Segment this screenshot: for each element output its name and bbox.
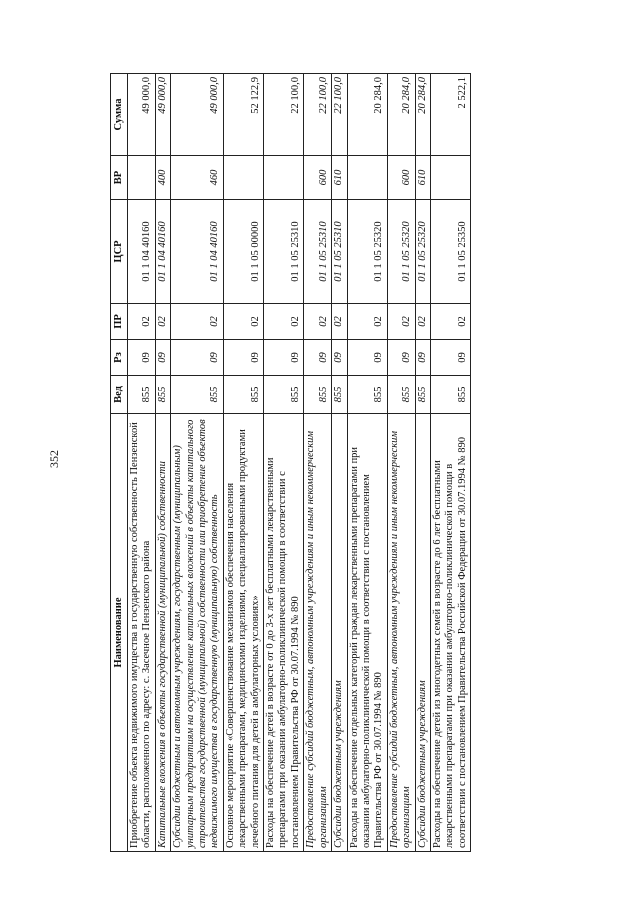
- cell-sum: 49 000,0: [171, 74, 224, 156]
- cell-vr: 600: [304, 156, 332, 200]
- table-row: [430, 74, 470, 852]
- cell-pr: 02: [304, 304, 332, 340]
- cell-rz: 09: [223, 340, 263, 376]
- cell-csr: 01 1 05 25310: [264, 200, 304, 304]
- cell-pr: 02: [415, 304, 430, 340]
- cell-vr: 460: [171, 156, 224, 200]
- cell-rz: 09: [347, 340, 387, 376]
- cell-ved: 855: [264, 376, 304, 414]
- cell-vr: 610: [415, 156, 430, 200]
- header-rz: Рз: [111, 340, 128, 376]
- cell-vr: [264, 156, 304, 200]
- table-row: [304, 74, 332, 852]
- cell-sum: 49 000,0: [155, 74, 170, 156]
- cell-csr: 01 1 05 00000: [223, 200, 263, 304]
- cell-pr: 02: [128, 304, 156, 340]
- cell-sum: 49 000,0: [128, 74, 156, 156]
- cell-pr: 02: [171, 304, 224, 340]
- cell-pr: 02: [223, 304, 263, 340]
- table-row: [128, 74, 156, 852]
- cell-name: Расходы на обеспечение детей в возрасте от 0 до 3-х лет бесплатными лекарственными препаратами при оказании амбулаторно-поликлинической помощи в соответствии с постановлением Правительства РФ от 30.07.1994 № 890: [264, 414, 304, 852]
- table-row: [332, 74, 347, 852]
- cell-name: Предоставление субсидий бюджетным, автономным учреждениям и иным некоммерческим организациям: [304, 414, 332, 852]
- header-pr: ПР: [111, 304, 128, 340]
- table-row: [387, 74, 415, 852]
- cell-ved: 855: [347, 376, 387, 414]
- cell-name: Расходы на обеспечение отдельных категорий граждан лекарственными препаратами при оказании амбулаторно-поликлинической помощи в соответствии с постановлением Правительства РФ от 30.07.1994 № 890: [347, 414, 387, 852]
- cell-sum: 2 522,1: [430, 74, 470, 156]
- cell-sum: 22 100,0: [332, 74, 347, 156]
- table-row: [264, 74, 304, 852]
- cell-sum: 20 284,0: [347, 74, 387, 156]
- table-row: [347, 74, 387, 852]
- cell-csr: 01 1 05 25310: [332, 200, 347, 304]
- cell-ved: 855: [155, 376, 170, 414]
- cell-rz: 09: [415, 340, 430, 376]
- cell-pr: 02: [387, 304, 415, 340]
- table-header-row: [111, 74, 128, 852]
- page-number: 352: [47, 450, 61, 468]
- table-row: [415, 74, 430, 852]
- cell-ved: 855: [415, 376, 430, 414]
- cell-pr: 02: [155, 304, 170, 340]
- cell-vr: 400: [155, 156, 170, 200]
- cell-name: Капитальные вложения в объекты государственной (муниципальной) собственности: [155, 414, 170, 852]
- cell-ved: 855: [171, 376, 224, 414]
- cell-csr: 01 1 05 25320: [387, 200, 415, 304]
- cell-vr: [223, 156, 263, 200]
- cell-rz: 09: [387, 340, 415, 376]
- cell-ved: 855: [128, 376, 156, 414]
- cell-pr: 02: [347, 304, 387, 340]
- cell-name: Предоставление субсидий бюджетным, автономным учреждениям и иным некоммерческим организациям: [387, 414, 415, 852]
- cell-rz: 09: [171, 340, 224, 376]
- cell-name: Расходы на обеспечение детей из многодетных семей в возрасте до 6 лет бесплатными лекарственными препаратами при оказании амбулаторно-поликлинической помощи в соответствии с постановлением Правительства Российской Федерации от 30.07.1994 № 890: [430, 414, 470, 852]
- cell-csr: 01 1 05 25310: [304, 200, 332, 304]
- cell-rz: 09: [430, 340, 470, 376]
- cell-vr: [430, 156, 470, 200]
- cell-csr: 01 1 05 25320: [347, 200, 387, 304]
- header-vr: ВР: [111, 156, 128, 200]
- table-row: [223, 74, 263, 852]
- cell-pr: 02: [332, 304, 347, 340]
- cell-sum: 20 284,0: [415, 74, 430, 156]
- cell-ved: 855: [223, 376, 263, 414]
- cell-name: Субсидии бюджетным учреждениям: [332, 414, 347, 852]
- header-name: Наименование: [111, 414, 128, 852]
- cell-name: Субсидии бюджетным учреждениям: [415, 414, 430, 852]
- cell-vr: [128, 156, 156, 200]
- cell-vr: 600: [387, 156, 415, 200]
- cell-ved: 855: [332, 376, 347, 414]
- cell-pr: 02: [264, 304, 304, 340]
- cell-pr: 02: [430, 304, 470, 340]
- table-body: [128, 74, 471, 852]
- cell-vr: [347, 156, 387, 200]
- cell-ved: 855: [387, 376, 415, 414]
- cell-rz: 09: [332, 340, 347, 376]
- cell-csr: 01 1 04 40160: [155, 200, 170, 304]
- cell-ved: 855: [430, 376, 470, 414]
- cell-name: Основное мероприятие «Совершенствование механизмов обеспечения населения лекарственными препаратами, медицинскими изделиями, специализированными продуктами лечебного питания для детей в амбулаторных условиях»: [223, 414, 263, 852]
- cell-csr: 01 1 04 40160: [171, 200, 224, 304]
- cell-rz: 09: [264, 340, 304, 376]
- cell-ved: 855: [304, 376, 332, 414]
- cell-vr: 610: [332, 156, 347, 200]
- cell-rz: 09: [128, 340, 156, 376]
- cell-sum: 52 122,9: [223, 74, 263, 156]
- cell-rz: 09: [155, 340, 170, 376]
- cell-sum: 22 100,0: [264, 74, 304, 156]
- header-csr: ЦСР: [111, 200, 128, 304]
- rotated-page-content: [110, 74, 590, 852]
- table-row: [171, 74, 224, 852]
- header-sum: Сумма: [111, 74, 128, 156]
- cell-sum: 20 284,0: [387, 74, 415, 156]
- cell-name: Субсидии бюджетным и автономным учреждениям, государственным (муниципальным) унитарным предприятиям на осуществление капитальных вложений в объекты капитального строительства государственной (муниципальной) собственности или приобретение объектов недвижимого имущества в государственную (муниципальную) собственность: [171, 414, 224, 852]
- header-ved: Вед: [111, 376, 128, 414]
- cell-csr: 01 1 05 25350: [430, 200, 470, 304]
- table-row: [155, 74, 170, 852]
- budget-table: [110, 73, 471, 852]
- cell-name: Приобретение объекта недвижимого имущества в государственную собственность Пензенской области, расположенного по адресу: с. Засечное Пензенского района: [128, 414, 156, 852]
- cell-csr: 01 1 05 25320: [415, 200, 430, 304]
- cell-csr: 01 1 04 40160: [128, 200, 156, 304]
- cell-rz: 09: [304, 340, 332, 376]
- cell-sum: 22 100,0: [304, 74, 332, 156]
